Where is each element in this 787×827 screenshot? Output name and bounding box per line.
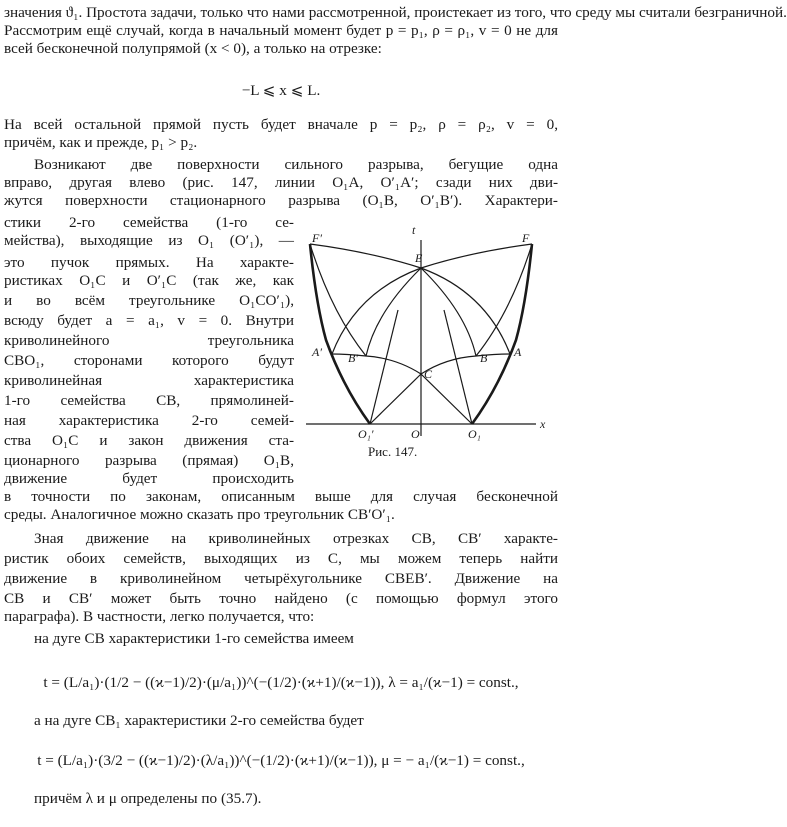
label-b-prime: B′ bbox=[348, 351, 358, 365]
text-line: криволинейного треугольника bbox=[4, 332, 294, 349]
formula-arc-cb1: t = (L/a₁)·(3/2 − ((ϰ−1)/2)·(λ/a₁))^(−(1/2)·(ϰ+1)/(ϰ−1)), μ = − a₁/(ϰ−1) = const., bbox=[37, 752, 525, 769]
text-line: ционарного разрыва (прямая) O₁B, bbox=[4, 452, 294, 469]
text-line: вправо, другая влево (рис. 147, линии O₁A, O′₁A′; сзади них дви- bbox=[4, 174, 558, 191]
line-o1prime-bprime-f bbox=[370, 310, 398, 424]
text-line: всюду будет a = a₁, v = 0. Внутри bbox=[4, 312, 294, 329]
text-line: ристиках O₁C и O′₁C (так же, как bbox=[4, 272, 294, 289]
text-line: Рассмотрим ещё случай, когда в начальный момент будет p = p₁, ρ = ρ₁, v = 0 не для bbox=[4, 22, 558, 39]
text-line: CB и CB′ может быть точно найдено (с помощью формул этого bbox=[4, 590, 558, 607]
text-line: а на дуге CB₁ характеристики 2-го семейства будет bbox=[34, 712, 364, 729]
figure-147 bbox=[296, 222, 558, 462]
label-axis-x: x bbox=[540, 417, 546, 431]
label-e: E bbox=[415, 251, 423, 265]
label-axis-t: t bbox=[412, 223, 416, 237]
text-line: в точности по законам, описанным выше для случая бесконечной bbox=[4, 488, 558, 505]
text-line: криволинейная характеристика bbox=[4, 372, 294, 389]
text-line: CBO₁, сторонами которого будут bbox=[4, 352, 294, 369]
text-line: жутся поверхности стационарного разрыва (O₁B, O′₁B′). Характери- bbox=[4, 192, 558, 209]
curve-e-f bbox=[421, 244, 532, 268]
line-o1-b-f bbox=[444, 310, 472, 424]
text-line: ства O₁C и закон движения ста- bbox=[4, 432, 294, 449]
label-f: F bbox=[522, 231, 530, 245]
text-line: движение будет происходить bbox=[4, 470, 294, 487]
curve-c-b-a bbox=[421, 354, 510, 374]
text-line: на дуге CB характеристики 1-го семейства имеем bbox=[34, 630, 354, 647]
text-line: среды. Аналогичное можно сказать про треугольник CB′O′₁. bbox=[4, 506, 395, 523]
text-line: мейства), выходящие из O₁ (O′₁), — bbox=[4, 232, 294, 249]
label-c: C bbox=[424, 367, 433, 381]
text-line: ристик обоих семейств, выходящих из C, мы можем теперь найти bbox=[4, 550, 558, 567]
label-f-prime: F′ bbox=[312, 231, 322, 245]
curve-c-bprime-aprime bbox=[332, 354, 421, 374]
text-line: и во всём треугольнике O₁CO′₁), bbox=[4, 292, 294, 309]
label-o1-prime: O₁′ bbox=[358, 427, 374, 441]
text-line: параграфа). В частности, легко получается, что: bbox=[4, 608, 315, 625]
text-line: причём λ и μ определены по (35.7). bbox=[34, 790, 262, 807]
text-line: На всей остальной прямой пусть будет вначале p = p₂, ρ = ρ₂, v = 0, bbox=[4, 116, 558, 133]
label-b: B bbox=[480, 351, 488, 365]
label-o1: O₁ bbox=[468, 427, 481, 441]
text-line: стики 2-го семейства (1-го се- bbox=[4, 214, 294, 231]
formula-interval: −L ⩽ x ⩽ L. bbox=[241, 82, 321, 99]
text-line: движение в криволинейном четырёхугольнике CBEB′. Движение на bbox=[4, 570, 558, 587]
text-line: всей бесконечной полупрямой (x < 0), а только на отрезке: bbox=[4, 40, 382, 57]
line-o1prime-c bbox=[370, 374, 421, 424]
line-o1-c bbox=[421, 374, 472, 424]
text-line: значения ϑ₁. Простота задачи, только что нами рассмотренной, проистекает из того, что среду мы считали безграничной. bbox=[4, 4, 787, 21]
formula-arc-cb: t = (L/a₁)·(1/2 − ((ϰ−1)/2)·(μ/a₁))^(−(1/2)·(ϰ+1)/(ϰ−1)), λ = a₁/(ϰ−1) = const., bbox=[43, 674, 519, 691]
curve-a-e bbox=[421, 268, 510, 354]
text-line: 1-го семейства CB, прямолиней- bbox=[4, 392, 294, 409]
figure-caption: Рис. 147. bbox=[368, 444, 418, 459]
text-line: Зная движение на криволинейных отрезках CB, CB′ характе- bbox=[34, 530, 558, 547]
curve-e-fprime bbox=[310, 244, 421, 268]
curve-aprime-e bbox=[332, 268, 421, 354]
text-line: это пучок прямых. На характе- bbox=[4, 254, 294, 271]
text-line: причём, как и прежде, p₁ > p₂. bbox=[4, 134, 198, 151]
text-line: Возникают две поверхности сильного разрыва, бегущие одна bbox=[34, 156, 558, 173]
label-o: O bbox=[411, 427, 420, 441]
label-a: A bbox=[514, 345, 522, 359]
label-a-prime: A′ bbox=[312, 345, 322, 359]
text-line: ная характеристика 2-го семей- bbox=[4, 412, 294, 429]
